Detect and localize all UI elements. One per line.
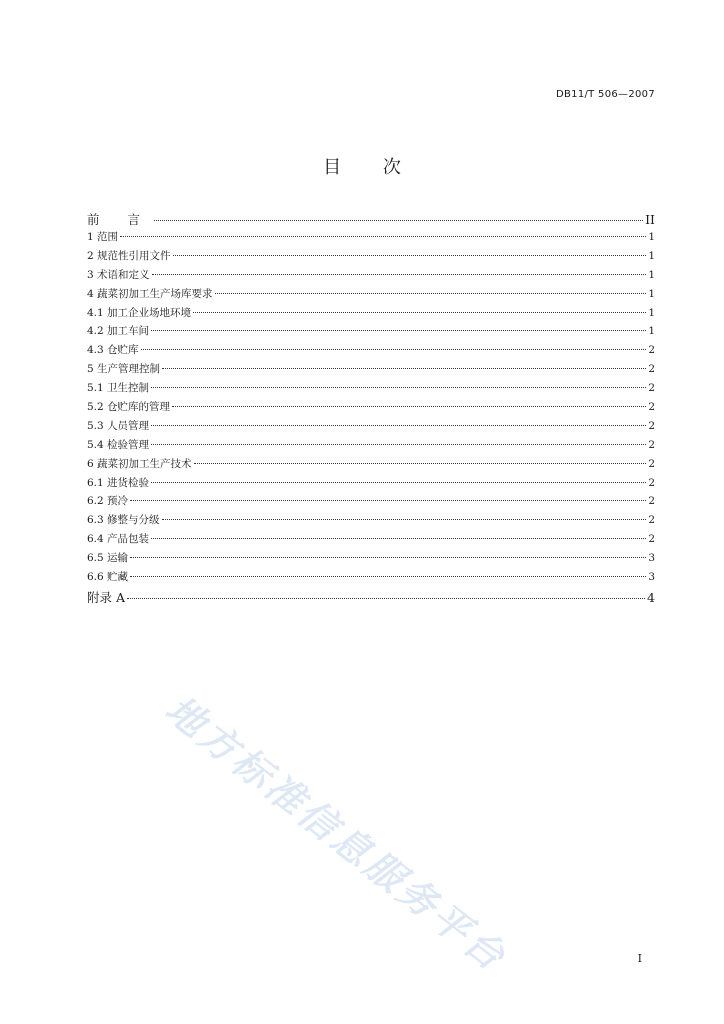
toc-leader-dots [151,387,646,388]
toc-entry-page: 3 [648,571,655,584]
toc-entry-page: 2 [648,401,655,414]
toc-entry[interactable] [87,512,655,531]
toc-entry[interactable] [87,493,655,512]
toc-leader-dots [173,255,647,256]
toc-entry-page: 2 [648,419,655,432]
page-number: I [637,952,642,965]
toc-entry-label: 6 蔬菜初加工生产技术 [87,457,192,470]
toc-entry-label: 6.4 产品包装 [87,533,150,546]
toc-leader-dots [130,557,646,558]
toc-entry-label: 2 规范性引用文件 [87,249,171,262]
toc-entry-page: 2 [648,476,655,489]
toc-entry-page: 2 [648,457,655,470]
toc-entry[interactable] [87,569,655,588]
toc-entry-page: 2 [648,495,655,508]
toc-entry-label: 5.3 人员管理 [87,419,150,432]
toc-leader-dots [151,330,646,331]
toc-entry[interactable] [87,342,655,361]
toc-entry-label: 4.2 加工车间 [87,325,150,338]
toc-leader-dots [120,236,646,237]
toc-entry[interactable] [87,437,655,456]
toc-entry-page: 1 [648,249,655,262]
toc-entry-label: 5 生产管理控制 [87,363,161,376]
document-code: DB11/T 506—2007 [556,89,655,100]
toc-entry-page: II [645,212,655,227]
watermark: 地方标准信息服务平台 [157,687,516,981]
toc-entry-label: 4.3 仓贮库 [87,344,139,357]
toc-entry-page: 1 [648,231,655,243]
toc-entry[interactable] [87,267,655,286]
toc-leader-dots [151,482,646,483]
toc-entry-page: 1 [648,306,655,319]
toc-leader-dots [162,368,646,369]
toc-entry-label: 5.4 检验管理 [87,438,150,451]
toc-entry[interactable] [87,248,655,267]
toc-entry[interactable] [87,550,655,569]
toc-title: 目 次 [323,157,419,178]
toc-entry-label: 6.2 预冷 [87,495,129,508]
toc-leader-dots [215,293,647,294]
toc-entry-page: 1 [648,325,655,338]
toc-entry[interactable] [87,229,655,248]
toc-entry[interactable] [87,531,655,550]
toc-leader-dots [194,463,647,464]
toc-entry-page: 2 [648,382,655,395]
toc-leader-dots [172,406,646,407]
toc-entry-label: 前 言 [87,212,152,227]
toc-entry[interactable] [87,210,655,229]
toc-entry-page: 3 [648,552,655,565]
toc-leader-dots [130,500,646,501]
toc-list [87,210,655,607]
toc-leader-dots [141,349,647,350]
toc-leader-dots [152,274,647,275]
toc-leader-dots [151,444,646,445]
toc-entry-label: 6.3 修整与分级 [87,514,160,527]
toc-entry[interactable] [87,286,655,305]
toc-entry[interactable] [87,305,655,324]
toc-entry[interactable] [87,361,655,380]
toc-entry[interactable] [87,399,655,418]
toc-entry-page: 2 [648,514,655,527]
toc-entry-page: 1 [648,268,655,281]
toc-entry-page: 2 [648,344,655,357]
toc-leader-dots [193,312,646,313]
toc-entry[interactable] [87,380,655,399]
toc-entry-page: 2 [648,363,655,376]
toc-entry-page: 4 [647,589,655,605]
toc-entry-label: 4 蔬菜初加工生产场库要求 [87,287,213,300]
toc-entry-label: 附录 A [87,589,126,605]
toc-entry-label: 1 范围 [87,231,119,243]
toc-entry[interactable] [87,475,655,494]
toc-entry[interactable] [87,456,655,475]
toc-entry[interactable] [87,323,655,342]
toc-entry-label: 6.5 运输 [87,552,129,565]
toc-entry-page: 2 [648,438,655,451]
toc-entry-label: 5.2 仓贮库的管理 [87,401,171,414]
toc-leader-dots [127,598,645,599]
toc-leader-dots [154,220,643,221]
toc-entry[interactable] [87,588,655,607]
toc-entry-label: 6.1 进货检验 [87,476,150,489]
toc-entry[interactable] [87,418,655,437]
toc-entry-label: 4.1 加工企业场地环境 [87,306,192,319]
toc-leader-dots [151,425,646,426]
toc-leader-dots [151,538,646,539]
toc-leader-dots [130,576,646,577]
toc-entry-label: 6.6 贮藏 [87,571,129,584]
toc-entry-page: 2 [648,533,655,546]
toc-entry-label: 5.1 卫生控制 [87,382,150,395]
toc-leader-dots [162,519,647,520]
toc-entry-label: 3 术语和定义 [87,268,150,281]
toc-entry-page: 1 [648,287,655,300]
